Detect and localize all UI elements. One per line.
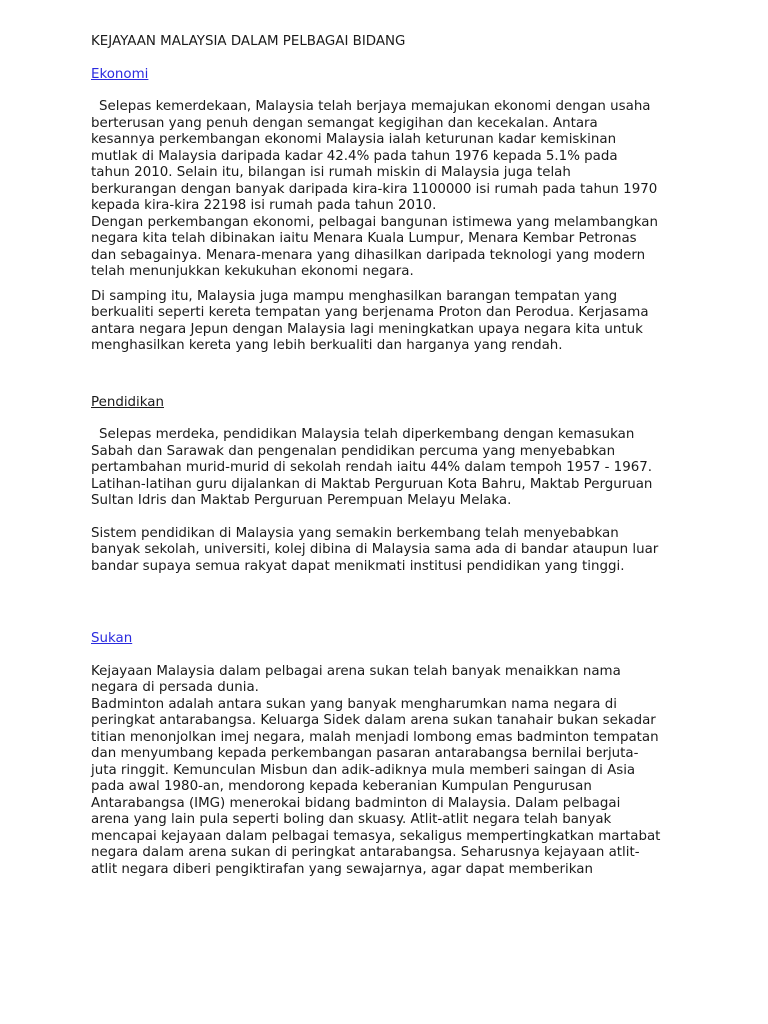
ekonomi-paragraph-1: Selepas kemerdekaan, Malaysia telah berjaya memajukan ekonomi dengan usaha berterusan yang penuh dengan semangat kegigihan dan kecekalan. Antara kesannya perkembangan ekonomi Malaysia ialah keturunan kadar kemiskinan mutlak di Malaysia daripada kadar 42.4% pada tahun 1976 kepada 5.1% pada tahun 2010. Selain itu, bilangan isi rumah miskin di Malaysia juga telah berkurangan dengan banyak daripada kira-kira 1100000 isi rumah pada tahun 1970 kepada kira-kira 22198 isi rumah pada tahun 2010. — [91, 99, 658, 213]
spacer — [91, 575, 691, 631]
document-title: KEJAYAAN MALAYSIA DALAM PELBAGAI BIDANG — [91, 34, 406, 49]
spacer — [91, 281, 691, 289]
heading-ekonomi-link[interactable]: Ekonomi — [91, 66, 149, 82]
document-page — [91, 34, 691, 878]
heading-sukan-link[interactable]: Sukan — [91, 631, 133, 646]
spacer — [91, 83, 691, 99]
pendidikan-paragraph-2: Sistem pendidikan di Malaysia yang semakin berkembang telah menyebabkan banyak sekolah, universiti, kolej dibina di Malaysia sama ada di bandar ataupun luar bandar supaya semua rakyat dapat menikmati institusi pendidikan yang tinggi. — [91, 525, 659, 574]
ekonomi-paragraph-3: Di samping itu, Malaysia juga mampu menghasilkan barangan tempatan yang berkualiti seperti kereta tempatan yang berjenama Proton dan Perodua. Kerjasama antara negara Jepun dengan Malaysia lagi meningkatkan upaya negara kita untuk menghasilkan kereta yang lebih berkualiti dan harganya yang rendah. — [91, 288, 649, 353]
pendidikan-paragraph-1: Selepas merdeka, pendidikan Malaysia telah diperkembang dengan kemasukan Sabah dan Sarawak dan pengenalan pendidikan percuma yang menyebabkan pertambahan murid-murid di sekolah rendah iaitu 44% dalam tempoh 1957 - 1967. Latihan-latihan guru dijalankan di Maktab Perguruan Kota Bahru, Maktab Perguruan Sultan Idris dan Maktab Perguruan Perempuan Melayu Melaka. — [91, 427, 653, 508]
heading-pendidikan: Pendidikan — [91, 394, 164, 410]
sukan-paragraph-1: Kejayaan Malaysia dalam pelbagai arena sukan telah banyak menaikkan nama negara di persada dunia. — [91, 663, 621, 695]
ekonomi-paragraph-2: Dengan perkembangan ekonomi, pelbagai bangunan istimewa yang melambangkan negara kita telah dibinakan iaitu Menara Kuala Lumpur, Menara Kembar Petronas dan sebagainya. Menara-menara yang dihasilkan daripada teknologi yang modern telah menunjukkan kekukuhan ekonomi negara. — [91, 214, 658, 279]
spacer — [91, 510, 691, 526]
spacer — [91, 355, 691, 395]
sukan-paragraph-2: Badminton adalah antara sukan yang banyak mengharumkan nama negara di peringkat antarabangsa. Keluarga Sidek dalam arena sukan tanahair bukan sekadar titian menonjolkan imej negara, malah menjadi lombong emas badminton tempatan dan menyumbang kepada perkembangan pasaran antarabangsa bernilai berjuta- juta ringgit. Kemunculan Misbun dan adik-adiknya mula memberi saingan di Asia pada awal 1980-an, mendorong kepada keberanian Kumpulan Pengurusan Antarabangsa (IMG) menerokai bidang badminton di Malaysia. Dalam pelbagai arena yang lain pula seperti boling dan skuasy. Atlit-atlit negara telah banyak mencapai kejayaan dalam pelbagai temasya, sekaligus mempertingkatkan martabat negara dalam arena sukan di peringkat antarabangsa. Seharusnya kejayaan atlit- atlit negara diberi pengiktirafan yang sewajarnya, agar dapat memberikan — [91, 696, 661, 877]
spacer — [91, 648, 691, 664]
spacer — [91, 411, 691, 427]
